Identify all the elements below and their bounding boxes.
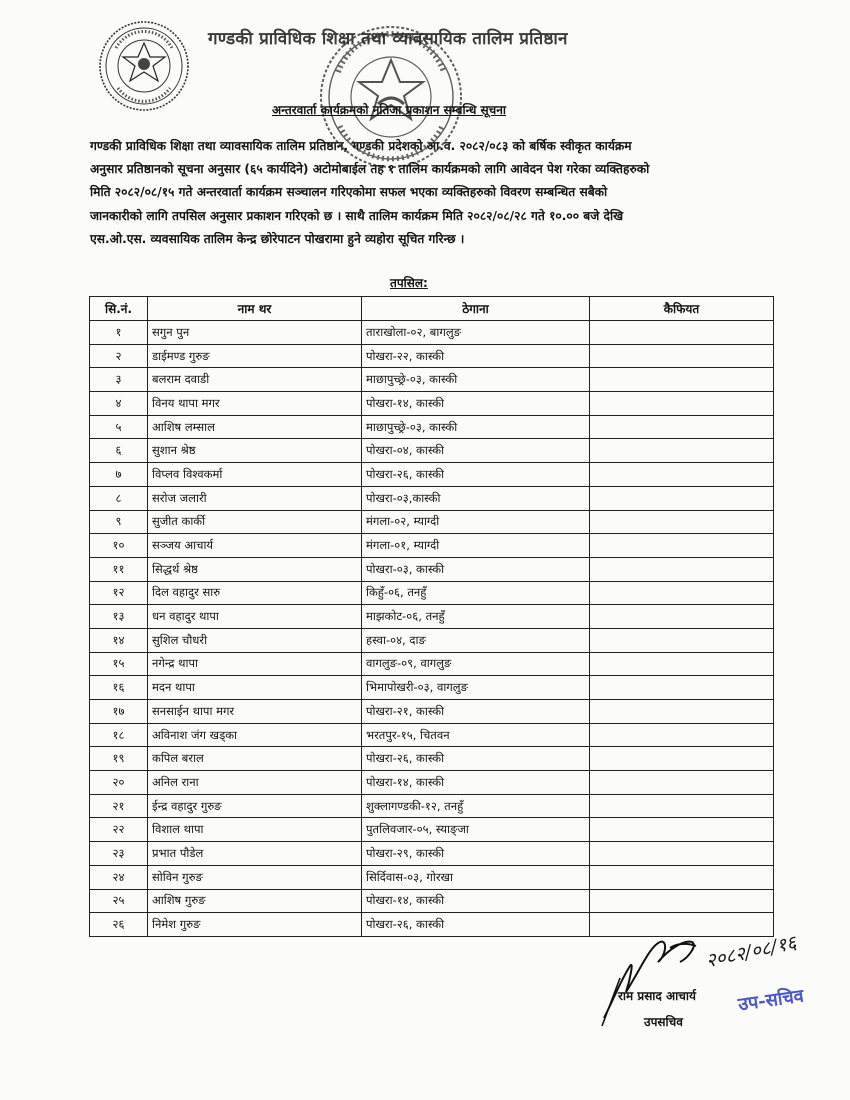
name-cell: अविनाश जंग खड्का <box>148 723 362 747</box>
address-cell: पोखरा-०३,कास्की <box>362 486 590 510</box>
remarks-cell <box>590 771 774 795</box>
address-cell: पोखरा-२९, कास्की <box>362 842 590 866</box>
remarks-cell <box>590 463 774 487</box>
name-cell: आशिष गुरुङ <box>148 889 362 913</box>
serial-no-cell: १८ <box>90 723 148 747</box>
table-row <box>90 344 774 368</box>
name-cell: विप्लव विश्वकर्मा <box>148 463 362 487</box>
remarks-cell <box>590 534 774 558</box>
name-cell: डाईमण्ड गुरुङ <box>148 344 362 368</box>
header-serial-no: सि.नं. <box>90 297 148 321</box>
table-row <box>90 865 774 889</box>
serial-no-cell: १७ <box>90 700 148 724</box>
name-cell: सोविन गुरुङ <box>148 865 362 889</box>
institute-logo <box>96 18 192 114</box>
address-cell: पोखरा-२१, कास्की <box>362 700 590 724</box>
address-cell: हस्वा-०४, दाङ <box>362 628 590 652</box>
table-row <box>90 605 774 629</box>
remarks-cell <box>590 700 774 724</box>
name-cell: कपिल बराल <box>148 747 362 771</box>
serial-no-cell: १० <box>90 534 148 558</box>
name-cell: नगेन्द्र थापा <box>148 652 362 676</box>
table-row <box>90 747 774 771</box>
address-cell: मंगला-०१, म्याग्दी <box>362 534 590 558</box>
remarks-cell <box>590 557 774 581</box>
serial-no-cell: १६ <box>90 676 148 700</box>
table-header-row <box>90 297 774 321</box>
remarks-cell <box>590 889 774 913</box>
signatory-name: राम प्रसाद आचार्य <box>618 989 696 1003</box>
address-cell: मंगला-०२, म्याग्दी <box>362 510 590 534</box>
organization-name: गण्डकी प्राविधिक शिक्षा तथा व्यावसायिक तालिम प्रतिष्ठान <box>208 29 568 49</box>
address-cell: माछापुच्छ्रे-०३, कास्की <box>362 415 590 439</box>
serial-no-cell: १४ <box>90 628 148 652</box>
address-cell: भिमापोखरी-०३, वागलुङ <box>362 676 590 700</box>
table-body <box>90 321 774 937</box>
address-cell: पोखरा-०३, कास्की <box>362 557 590 581</box>
address-cell: पोखरा-२६, कास्की <box>362 463 590 487</box>
serial-no-cell: २२ <box>90 818 148 842</box>
remarks-cell <box>590 392 774 416</box>
remarks-cell <box>590 628 774 652</box>
table-row <box>90 415 774 439</box>
address-cell: पोखरा-०४, कास्की <box>362 439 590 463</box>
remarks-cell <box>590 676 774 700</box>
name-cell: ईन्द्र वहादुर गुरुङ <box>148 794 362 818</box>
remarks-cell <box>590 652 774 676</box>
notice-body-line: मिति २०८२/०८/१५ गते अन्तरवार्ता कार्यक्रम सञ्चालन गरिएकोमा सफल भएका व्यक्तिहरुको विवरण सम्बन्धित सबैको <box>90 185 608 200</box>
table-row <box>90 794 774 818</box>
table-row <box>90 486 774 510</box>
remarks-cell <box>590 605 774 629</box>
serial-no-cell: १ <box>90 321 148 345</box>
serial-no-cell: २५ <box>90 889 148 913</box>
header-remarks: कैफियत <box>590 297 774 321</box>
remarks-cell <box>590 321 774 345</box>
name-cell: सगुन पुन <box>148 321 362 345</box>
serial-no-cell: १२ <box>90 581 148 605</box>
serial-no-cell: १५ <box>90 652 148 676</box>
serial-no-cell: २० <box>90 771 148 795</box>
remarks-cell <box>590 510 774 534</box>
table-row <box>90 557 774 581</box>
table-row <box>90 723 774 747</box>
address-cell: माझकोट-०६, तनहुँ <box>362 605 590 629</box>
address-cell: पोखरा-२६, कास्की <box>362 913 590 937</box>
name-cell: आशिष लम्साल <box>148 415 362 439</box>
header-address: ठेगाना <box>362 297 590 321</box>
remarks-cell <box>590 794 774 818</box>
notice-title: अन्तरवार्ता कार्यक्रमको नतिजा प्रकाशन सम्बन्धि सूचना <box>272 103 506 117</box>
address-cell: पोखरा-२६, कास्की <box>362 747 590 771</box>
name-cell: प्रभात पौडेल <box>148 842 362 866</box>
table-row <box>90 771 774 795</box>
designation-stamp: उप-सचिव <box>736 985 806 1016</box>
serial-no-cell: २ <box>90 344 148 368</box>
table-row <box>90 889 774 913</box>
serial-no-cell: ६ <box>90 439 148 463</box>
remarks-cell <box>590 344 774 368</box>
serial-no-cell: ७ <box>90 463 148 487</box>
address-cell: पोखरा-२२, कास्की <box>362 344 590 368</box>
name-cell: दिल वहादुर सारु <box>148 581 362 605</box>
annex-title: तपसिल: <box>390 276 428 290</box>
table-row <box>90 439 774 463</box>
table-row <box>90 368 774 392</box>
signature-date: २०८२/०८/१६ <box>703 931 799 973</box>
remarks-cell <box>590 368 774 392</box>
table-row <box>90 818 774 842</box>
serial-no-cell: २६ <box>90 913 148 937</box>
name-cell: मदन थापा <box>148 676 362 700</box>
serial-no-cell: १९ <box>90 747 148 771</box>
address-cell: पुतलिवजार-०५, स्याङ्जा <box>362 818 590 842</box>
table-row <box>90 392 774 416</box>
name-cell: निमेश गुरुङ <box>148 913 362 937</box>
name-cell: सुशान श्रेष्ठ <box>148 439 362 463</box>
address-cell: सिर्दिवास-०३, गोरखा <box>362 865 590 889</box>
remarks-cell <box>590 439 774 463</box>
serial-no-cell: ८ <box>90 486 148 510</box>
name-cell: विशाल थापा <box>148 818 362 842</box>
header-name: नाम थर <box>148 297 362 321</box>
address-cell: पोखरा-१४, कास्की <box>362 392 590 416</box>
name-cell: सुजीत कार्की <box>148 510 362 534</box>
serial-no-cell: १३ <box>90 605 148 629</box>
address-cell: शुक्लागण्डकी-१२, तनहुँ <box>362 794 590 818</box>
table-row <box>90 581 774 605</box>
name-cell: अनिल राना <box>148 771 362 795</box>
address-cell: वागलुङ-०९, वागलुङ <box>362 652 590 676</box>
table-row <box>90 842 774 866</box>
serial-no-cell: ११ <box>90 557 148 581</box>
notice-body <box>90 135 776 251</box>
remarks-cell <box>590 723 774 747</box>
remarks-cell <box>590 486 774 510</box>
address-cell: भरतपुर-१५, चितवन <box>362 723 590 747</box>
notice-body-line: एस.ओ.एस. व्यवसायिक तालिम केन्द्र छोरेपाटन पोखरामा हुने व्यहोरा सूचित गरिन्छ । <box>90 231 465 246</box>
name-cell: सुशिल चौधरी <box>148 628 362 652</box>
address-cell: पोखरा-१४, कास्की <box>362 771 590 795</box>
address-cell: माछापुच्छ्रे-०३, कास्की <box>362 368 590 392</box>
table-row <box>90 676 774 700</box>
selected-candidates-table <box>89 296 774 937</box>
serial-no-cell: २४ <box>90 865 148 889</box>
name-cell: सिद्धर्थ श्रेष्ठ <box>148 557 362 581</box>
remarks-cell <box>590 747 774 771</box>
address-cell: किहुँ-०६, तनहुँ <box>362 581 590 605</box>
serial-no-cell: २३ <box>90 842 148 866</box>
table-row <box>90 321 774 345</box>
serial-no-cell: ३ <box>90 368 148 392</box>
remarks-cell <box>590 842 774 866</box>
name-cell: धन वहादुर थापा <box>148 605 362 629</box>
name-cell: बलराम दवाडी <box>148 368 362 392</box>
address-cell: ताराखोला-०२, बागलुङ <box>362 321 590 345</box>
table-row <box>90 700 774 724</box>
remarks-cell <box>590 818 774 842</box>
table-row <box>90 534 774 558</box>
table-row <box>90 510 774 534</box>
serial-no-cell: ४ <box>90 392 148 416</box>
serial-no-cell: ९ <box>90 510 148 534</box>
handwritten-signature <box>600 918 720 1028</box>
signatory-designation: उपसचिव <box>644 1015 683 1029</box>
table-row <box>90 652 774 676</box>
serial-no-cell: २१ <box>90 794 148 818</box>
remarks-cell <box>590 581 774 605</box>
name-cell: सरोज जलारी <box>148 486 362 510</box>
table-row <box>90 463 774 487</box>
serial-no-cell: ५ <box>90 415 148 439</box>
notice-body-line: अनुसार प्रतिष्ठानको सूचना अनुसार (६५ कार्यदिने) अटोमोबाईल तह १ तालिम कार्यक्रमको लागि आवेदन पेश गरेका व्यक्तिहरुको <box>90 162 650 177</box>
table-row <box>90 628 774 652</box>
remarks-cell <box>590 865 774 889</box>
name-cell: विनय थापा मगर <box>148 392 362 416</box>
name-cell: सनसाईन थापा मगर <box>148 700 362 724</box>
remarks-cell <box>590 415 774 439</box>
address-cell: पोखरा-१४, कास्की <box>362 889 590 913</box>
notice-body-line: जानकारीको लागि तपसिल अनुसार प्रकाशन गरिएको छ । साथै तालिम कार्यक्रम मिति २०८२/०८/२८ गते १०.०० बजे देखि <box>90 208 624 223</box>
name-cell: सञ्जय आचार्य <box>148 534 362 558</box>
notice-body-line: गण्डकी प्राविधिक शिक्षा तथा व्यावसायिक तालिम प्रतिष्ठान, गण्डकी प्रदेशको आ.व. २०८२/०८३ को बर्षिक स्वीकृत कार्यक्रम <box>90 139 632 153</box>
